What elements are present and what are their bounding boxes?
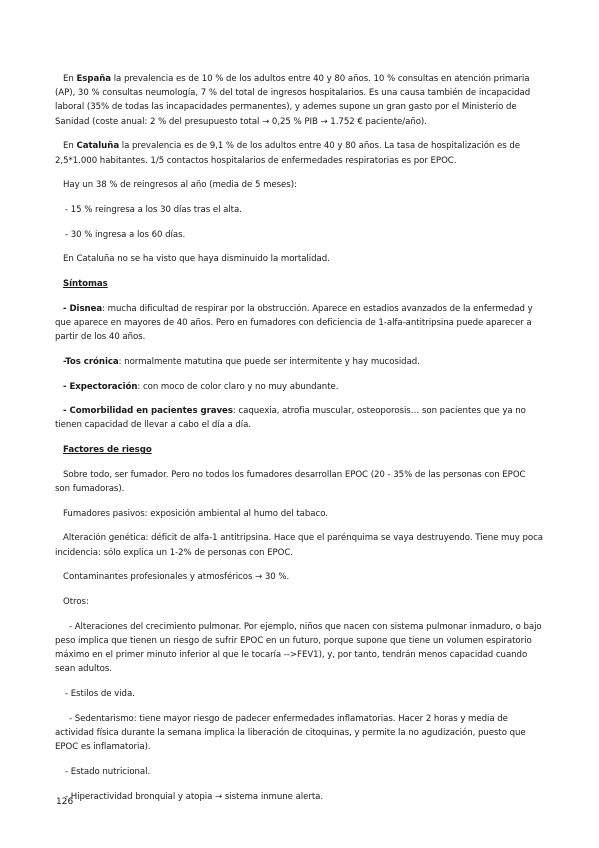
section-heading-factores: Factores de riesgo: [63, 445, 152, 456]
page-number: 126: [56, 797, 74, 807]
bold-term: - Disnea: [63, 303, 103, 314]
bold-term: - Comorbilidad en pacientes graves: [63, 406, 233, 417]
risk-paragraph: Alteración genética: déficit de alfa-1 antitripsina. Hace que el parénquima se vaya destruyendo. Tiene muy poca incidencia: sólo explica un 1-2% de personas con EPOC.: [55, 533, 543, 558]
paragraph-reingresos: Hay un 38 % de reingresos al año (media de 5 meses):: [63, 180, 297, 191]
text: la prevalencia es de 10 % de los adultos entre 40 y 80 años. 10 % consultas en atención primaria (AP), 30 % consultas neumología, 7 % del total de ingresos hospitalarios. Es una causa también de incapacidad laboral (35% de todas las incapacidades permanentes), y ademes supone un gran gasto por el Ministerio de Sanidad (coste anual: 2 % del presupuesto total → 0,25 % PIB → 1.752 € paciente/año).: [55, 74, 531, 127]
risk-paragraph: Otros:: [63, 597, 89, 608]
symptom-comorbilidad: [55, 404, 543, 432]
text: la prevalencia es de 9,1 % de los adultos entre 40 y 80 años. La tasa de hospitalización es de 2,5*1.000 habitantes. 1/5 contactos hospitalarios de enfermedades respiratorias es por EPOC.: [55, 141, 521, 166]
bold-term: Cataluña: [76, 141, 120, 152]
symptom-tos: [55, 355, 543, 369]
risk-paragraph: Contaminantes profesionales y atmosféricos → 30 %.: [63, 572, 290, 583]
list-item: - Hiperactividad bronquial y atopia → sistema inmune alerta.: [65, 791, 324, 802]
symptom-expectoracion: [55, 380, 543, 394]
section-heading-sintomas: Síntomas: [63, 279, 108, 290]
risk-paragraph: Fumadores pasivos: exposición ambiental al humo del tabaco.: [63, 508, 328, 519]
list-item: - 15 % reingresa a los 30 días tras el alta.: [65, 204, 242, 215]
text: En: [63, 141, 77, 152]
paragraph-mortalidad: En Cataluña no se ha visto que haya disminuido la mortalidad.: [63, 254, 330, 265]
paragraph-espana: [55, 72, 543, 129]
list-item: - Sedentarismo: tiene mayor riesgo de padecer enfermedades inflamatorias. Hacer 2 horas y media de actividad física durante la semana implica la liberación de citoquinas, y permite la no agudización, puesto que EPOC es inflamatoria).: [55, 713, 526, 753]
text: : normalmente matutina que puede ser intermitente y hay mucosidad.: [118, 356, 420, 367]
risk-paragraph: Sobre todo, ser fumador. Pero no todos los fumadores desarrollan EPOC (20 - 35% de las personas con EPOC son fumadoras).: [55, 469, 526, 495]
bold-term: -Tos crónica: [63, 356, 119, 367]
document-page: [55, 72, 543, 814]
list-item: - Alteraciones del crecimiento pulmonar. Por ejemplo, niños que nacen con sistema pulmonar inmaduro, o bajo peso implica que tienen un riesgo de sufrir EPOC en un futuro, porque supone que tiene un volumen espiratorio máximo en el primer minuto inferior al que le tocaría -->FEV1), y, por tanto, tendrán menos capacidad cuando sean adultos.: [55, 621, 542, 675]
symptom-disnea: [55, 302, 543, 345]
text: En: [63, 74, 77, 84]
text: : caquexia, atrofia muscular, osteoporosis… son pacientes que ya no tienen capacidad de llevar a cabo el día a día.: [55, 406, 526, 431]
text: : mucha dificultad de respirar por la obstrucción. Aparece en estadios avanzados de la enfermedad y que aparece en mayores de 40 años. Pero en fumadores con deficiencia de 1-alfa-antitripsina puede aparecer a partir de los 40 años.: [55, 303, 533, 343]
list-item: - Estado nutricional.: [65, 766, 151, 777]
bold-term: España: [76, 74, 112, 84]
list-item: - 30 % ingresa a los 60 días.: [65, 229, 186, 240]
text: : con moco de color claro y no muy abundante.: [137, 381, 339, 392]
bold-term: - Expectoración: [63, 381, 138, 392]
paragraph-cataluna: [55, 139, 543, 167]
list-item: - Estilos de vida.: [65, 689, 135, 700]
